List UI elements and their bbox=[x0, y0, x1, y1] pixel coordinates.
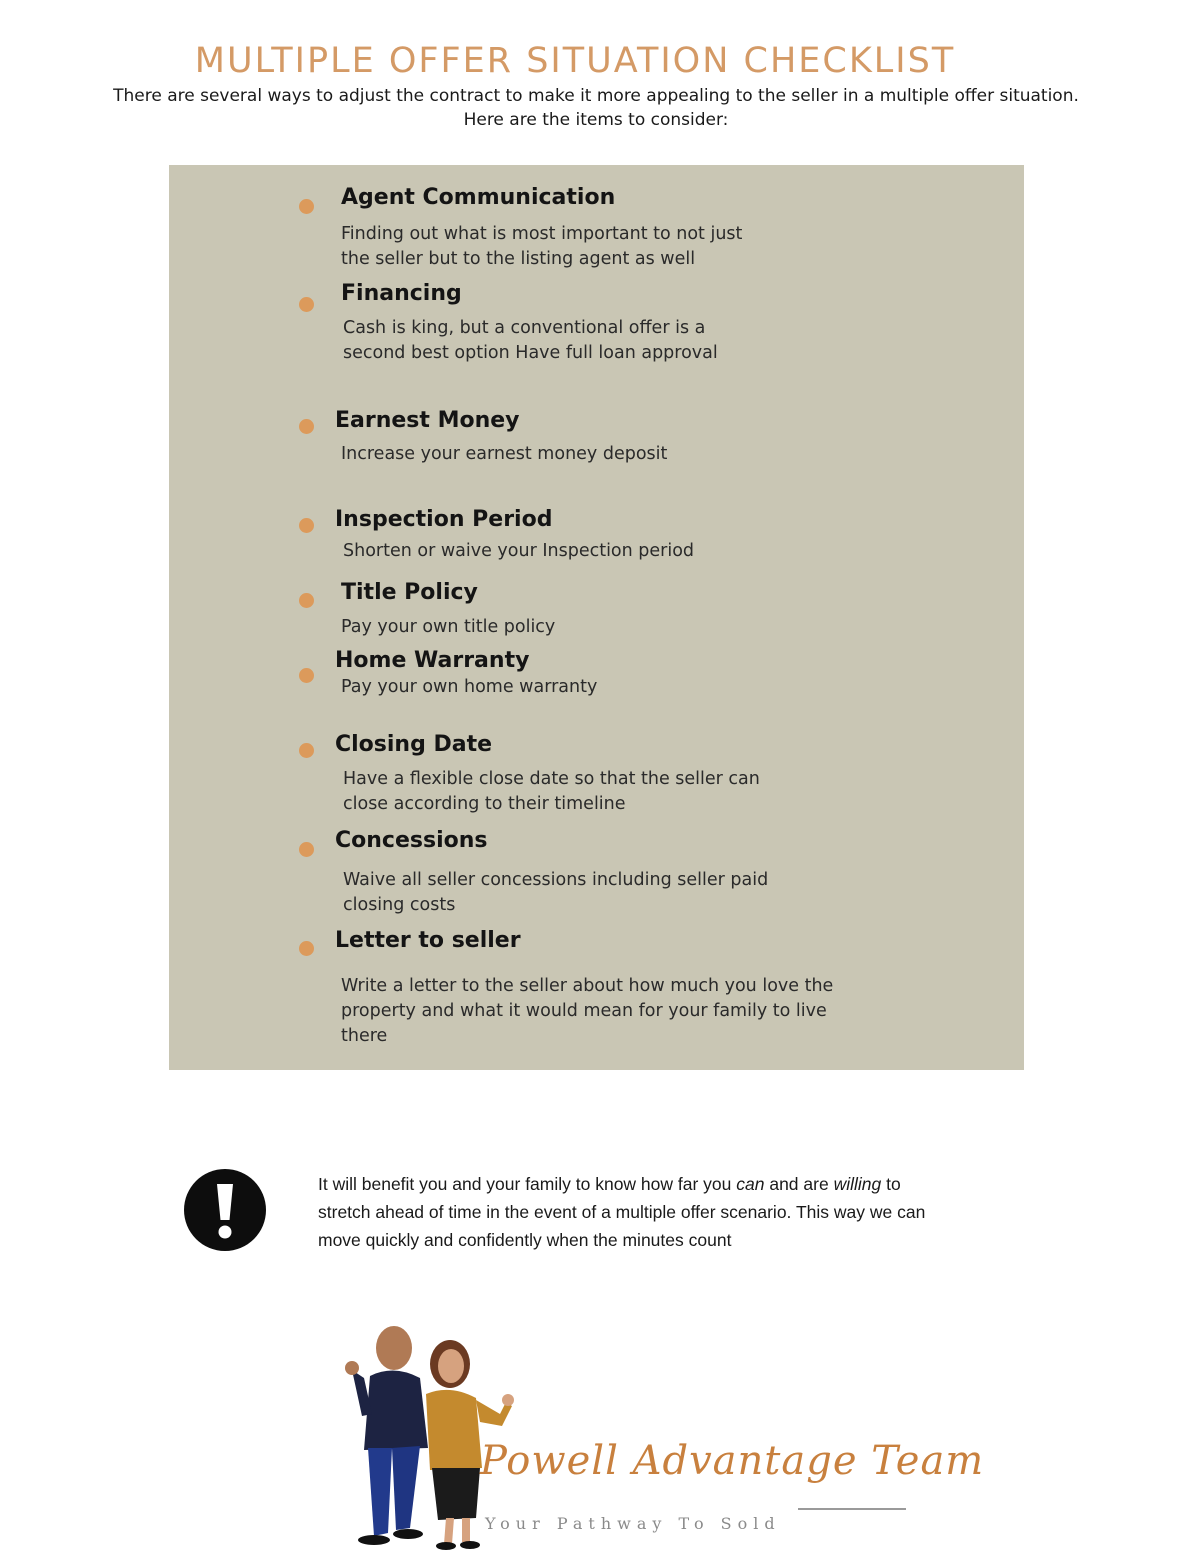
item-title: Closing Date bbox=[335, 732, 493, 757]
note-emphasis-can: can bbox=[736, 1174, 765, 1194]
advice-note bbox=[318, 1170, 958, 1254]
item-description: Have a flexible close date so that the seller can close according to their timeline bbox=[343, 769, 760, 814]
item-title: Concessions bbox=[335, 828, 488, 853]
bullet-dot-icon bbox=[299, 842, 314, 857]
item-description: Pay your own home warranty bbox=[341, 677, 598, 697]
logo-script-name: Powell Advantage Team bbox=[480, 1438, 985, 1484]
item-description: Waive all seller concessions including seller paid closing costs bbox=[343, 870, 769, 915]
note-emphasis-willing: willing bbox=[833, 1174, 882, 1194]
logo-underline bbox=[798, 1508, 906, 1510]
bullet-dot-icon bbox=[299, 743, 314, 758]
logo-tagline: Your Pathway To Sold bbox=[485, 1514, 781, 1533]
bullet-dot-icon bbox=[299, 668, 314, 683]
intro-text bbox=[40, 84, 1152, 132]
exclamation-mark bbox=[184, 1169, 266, 1251]
item-title: Title Policy bbox=[341, 580, 478, 605]
bullet-dot-icon bbox=[299, 593, 314, 608]
bullet-dot-icon bbox=[299, 518, 314, 533]
intro-line-1: There are several ways to adjust the contract to make it more appealing to the seller in a multiple offer situation. bbox=[113, 86, 1079, 106]
item-description: Shorten or waive your Inspection period bbox=[343, 541, 695, 561]
team-logo bbox=[330, 1318, 985, 1553]
bullet-dot-icon bbox=[299, 419, 314, 434]
note-text-1: It will benefit you and your family to know how far you bbox=[318, 1174, 737, 1194]
item-title: Financing bbox=[341, 281, 462, 306]
item-description: Cash is king, but a conventional offer is a second best option Have full loan approval bbox=[343, 318, 718, 363]
item-description: Write a letter to the seller about how much you love the property and what it would mean for your family to live there bbox=[341, 976, 834, 1046]
item-description: Finding out what is most important to not just the seller but to the listing agent as well bbox=[341, 224, 743, 269]
bullet-dot-icon bbox=[299, 941, 314, 956]
exclamation-circle-icon bbox=[184, 1169, 266, 1251]
item-title: Letter to seller bbox=[335, 928, 521, 953]
item-description: Pay your own title policy bbox=[341, 617, 556, 637]
note-text-2: and are bbox=[764, 1174, 834, 1194]
item-title: Earnest Money bbox=[335, 408, 520, 433]
bullet-dot-icon bbox=[299, 199, 314, 214]
page-title: MULTIPLE OFFER SITUATION CHECKLIST bbox=[194, 41, 956, 82]
bullet-dot-icon bbox=[299, 297, 314, 312]
item-title: Inspection Period bbox=[335, 507, 553, 532]
checklist-panel bbox=[169, 165, 1024, 1070]
item-title: Home Warranty bbox=[335, 648, 530, 673]
item-description: Increase your earnest money deposit bbox=[341, 444, 668, 464]
item-title: Agent Communication bbox=[341, 185, 616, 210]
intro-line-2: Here are the items to consider: bbox=[463, 110, 729, 130]
note-text-3: to stretch ahead of time in the event of a multiple offer scenario. This way we can move quickly and confidently when the minutes count bbox=[318, 1174, 926, 1250]
